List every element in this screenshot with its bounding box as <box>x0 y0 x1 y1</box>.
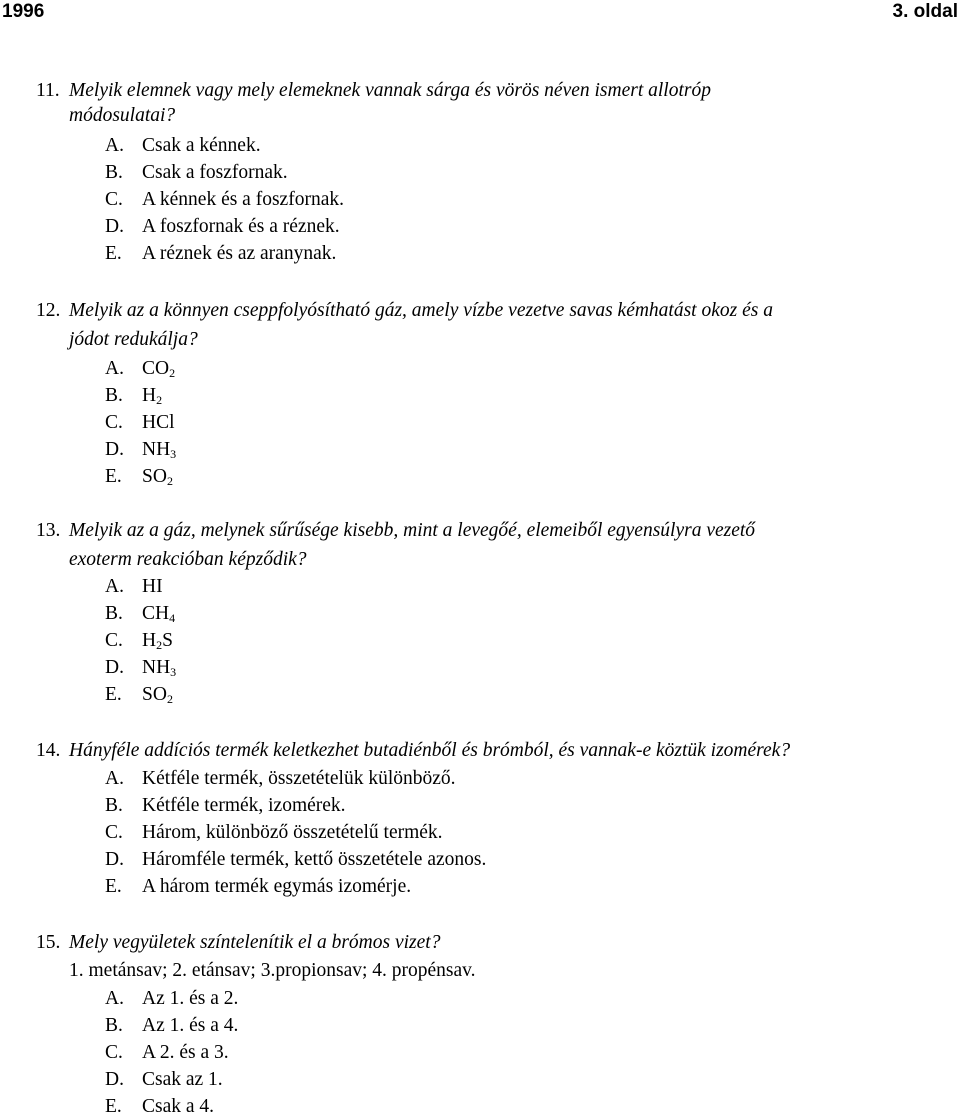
option-formula: $CH_4$ <box>142 603 176 625</box>
option-letter: C. <box>105 189 123 210</box>
option-letter: D. <box>105 657 124 678</box>
option-formula: $H_2S$ <box>142 630 173 652</box>
option-letter: E. <box>105 1096 122 1117</box>
option-formula: $NH_3$ <box>142 657 177 679</box>
question-text: Melyik elemnek vagy mely elemeknek vannak sárga és vörös néven ismert allotróp <box>69 80 711 101</box>
option-text: Csak az 1. <box>142 1069 223 1090</box>
option-text: Háromféle termék, kettő összetétele azonos. <box>142 849 487 870</box>
option-formula: $H_2$ <box>142 385 163 407</box>
option-text: A réznek és az aranynak. <box>142 243 337 264</box>
option-formula: $SO_2$ <box>142 684 173 706</box>
option-letter: C. <box>105 630 123 651</box>
page-header <box>0 0 960 28</box>
option-formula: $CO_2$ <box>142 358 176 380</box>
option-letter: A. <box>105 576 124 597</box>
option-letter: B. <box>105 385 123 406</box>
option-text: Három, különböző összetételű termék. <box>142 822 443 843</box>
option-text: Csak a foszfornak. <box>142 162 288 183</box>
option-letter: B. <box>105 603 123 624</box>
option-letter: E. <box>105 876 122 897</box>
option-text: A 2. és a 3. <box>142 1042 229 1063</box>
option-letter: B. <box>105 795 123 816</box>
question-text-cont: módosulatai? <box>69 105 176 126</box>
option-letter: C. <box>105 412 123 433</box>
option-text: Kétféle termék, összetételük különböző. <box>142 768 456 789</box>
option-text: Csak a kénnek. <box>142 135 261 156</box>
option-letter: E. <box>105 243 122 264</box>
question-text-cont: exoterm reakcióban képződik? <box>69 549 307 570</box>
question-text: Mely vegyületek színtelenítik el a brómos vizet? <box>69 932 441 953</box>
option-text: Az 1. és a 2. <box>142 988 239 1009</box>
option-text: Csak a 4. <box>142 1096 215 1117</box>
option-letter: C. <box>105 1042 123 1063</box>
option-letter: D. <box>105 1069 124 1090</box>
option-letter: B. <box>105 162 123 183</box>
header-year: 1996 <box>2 1 45 22</box>
option-text: A foszfornak és a réznek. <box>142 216 340 237</box>
option-letter: A. <box>105 358 124 379</box>
header-page-number: 3. oldal <box>892 1 958 22</box>
option-letter: C. <box>105 822 123 843</box>
question-number: 14. <box>36 740 61 761</box>
option-letter: E. <box>105 684 122 705</box>
question-text: Melyik az a gáz, melynek sűrűsége kisebb, mint a levegőé, elemeiből egyensúlyra vezető <box>69 520 756 541</box>
option-text: A kénnek és a foszfornak. <box>142 189 344 210</box>
option-letter: D. <box>105 849 124 870</box>
option-letter: E. <box>105 466 122 487</box>
question-text-cont: jódot redukálja? <box>69 329 198 350</box>
question-number: 13. <box>36 520 61 541</box>
option-formula: HCl <box>142 412 175 433</box>
compound-list: 1. metánsav; 2. etánsav; 3.propionsav; 4. propénsav. <box>69 960 476 981</box>
option-text: Kétféle termék, izomérek. <box>142 795 346 816</box>
question-text: Melyik az a könnyen cseppfolyósítható gáz, amely vízbe vezetve savas kémhatást okoz és a <box>69 300 773 321</box>
option-letter: A. <box>105 988 124 1009</box>
option-formula: $NH_3$ <box>142 439 177 461</box>
option-letter: B. <box>105 1015 123 1036</box>
question-number: 12. <box>36 300 61 321</box>
option-letter: D. <box>105 439 124 460</box>
question-text: Hányféle addíciós termék keletkezhet butadiénből és brómból, és vannak-e köztük izomérek? <box>69 740 791 761</box>
option-formula: HI <box>142 576 163 597</box>
option-text: Az 1. és a 4. <box>142 1015 239 1036</box>
question-number: 15. <box>36 932 61 953</box>
option-letter: A. <box>105 768 124 789</box>
option-formula: $SO_2$ <box>142 466 173 488</box>
option-letter: A. <box>105 135 124 156</box>
question-number: 11. <box>36 80 60 101</box>
option-text: A három termék egymás izomérje. <box>142 876 412 897</box>
option-letter: D. <box>105 216 124 237</box>
